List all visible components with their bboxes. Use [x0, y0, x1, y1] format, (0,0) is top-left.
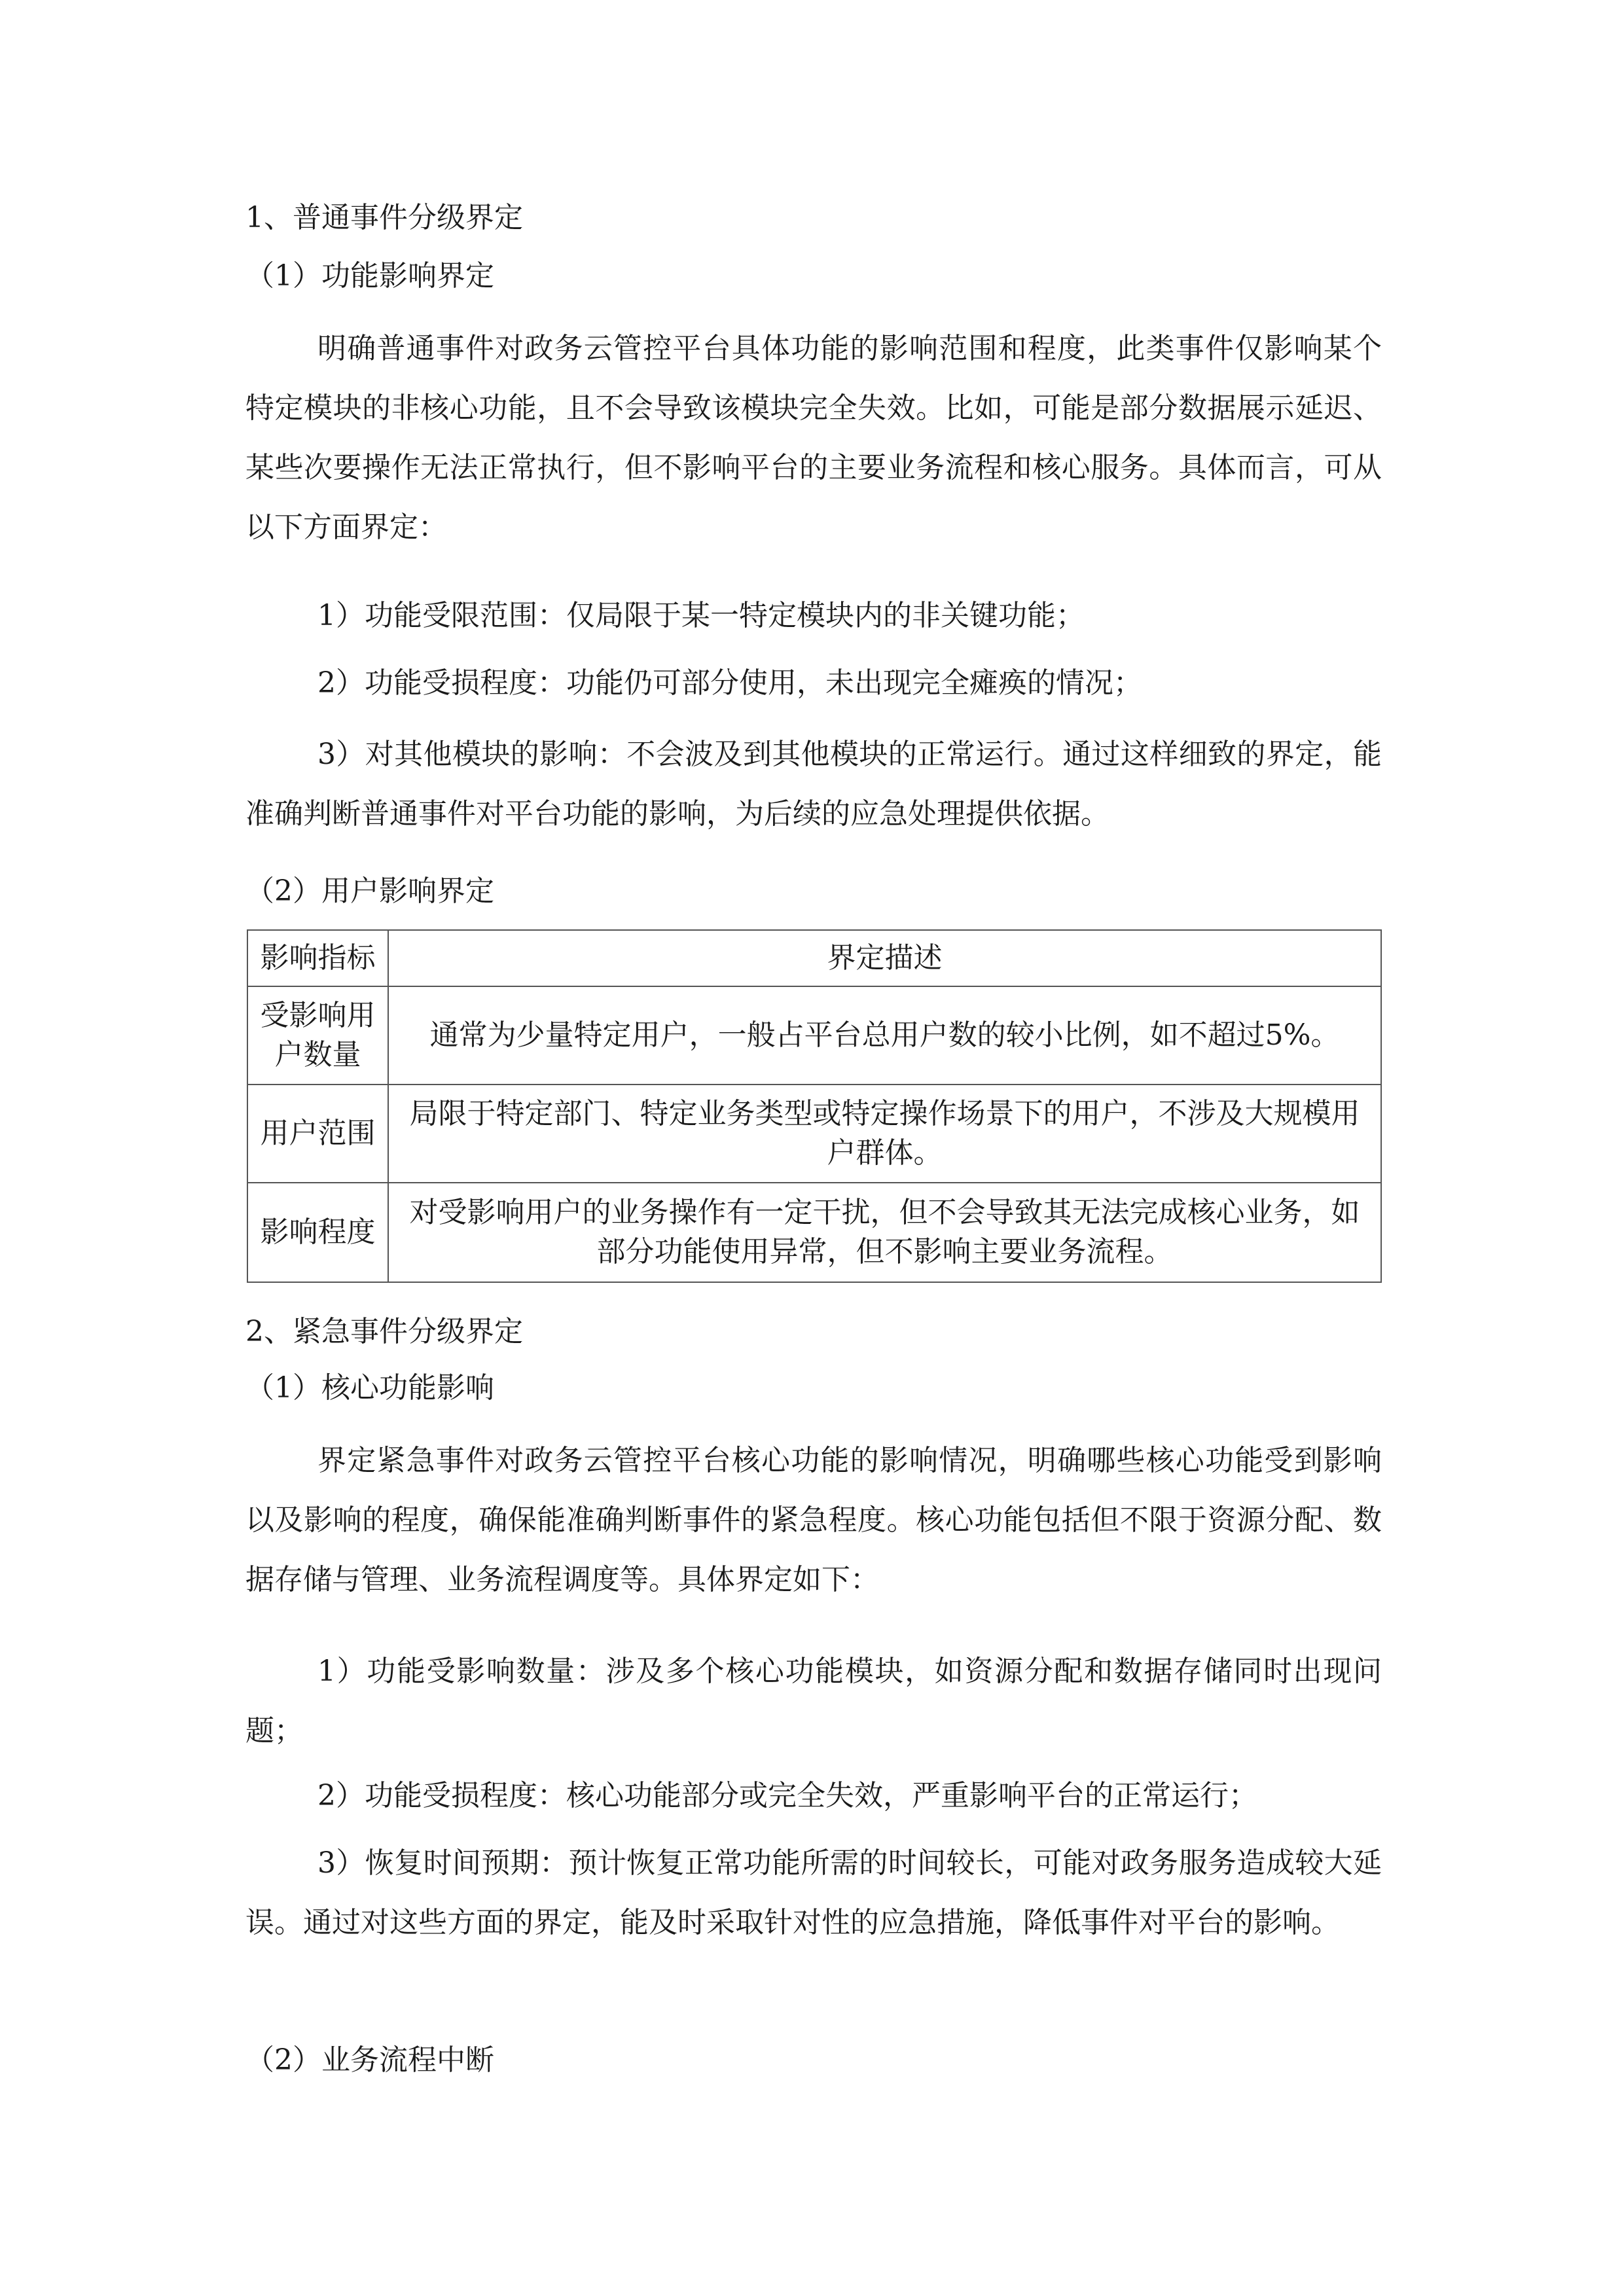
- section1-sub1-title: （1）功能影响界定: [245, 259, 494, 293]
- table-cell-indicator: 用户范围: [247, 1085, 388, 1183]
- section2-sub1-item1: 1）功能受影响数量：涉及多个核心功能模块，如资源分配和数据存储同时出现问题；: [245, 1655, 1382, 1748]
- table-header-description: 界定描述: [388, 930, 1381, 986]
- section1-sub1-item3: 3）对其他模块的影响：不会波及到其他模块的正常运行。通过这样细致的界定，能准确判断普通事件对平台功能的影响，为后续的应急处理提供依据。: [245, 738, 1382, 831]
- section2-title: 2、紧急事件分级界定: [245, 1315, 523, 1348]
- table-cell-description: 通常为少量特定用户，一般占平台总用户数的较小比例，如不超过5%。: [388, 986, 1381, 1085]
- table-header-indicator: 影响指标: [247, 930, 388, 986]
- section1-sub2-title: （2）用户影响界定: [245, 874, 494, 908]
- user-impact-table: [247, 929, 1382, 1283]
- table-cell-indicator: 影响程度: [247, 1183, 388, 1282]
- table-row: [247, 986, 1381, 1085]
- section1-sub1-intro: 明确普通事件对政务云管控平台具体功能的影响范围和程度，此类事件仅影响某个特定模块的非核心功能，且不会导致该模块完全失效。比如，可能是部分数据展示延迟、某些次要操作无法正常执行，但不影响平台的主要业务流程和核心服务。具体而言，可从以下方面界定：: [245, 332, 1382, 544]
- section2-sub1-item3: 3）恢复时间预期：预计恢复正常功能所需的时间较长，可能对政务服务造成较大延误。通过对这些方面的界定，能及时采取针对性的应急措施，降低事件对平台的影响。: [245, 1846, 1382, 1939]
- table-cell-indicator: 受影响用户数量: [247, 986, 388, 1085]
- table-header-row: [247, 930, 1381, 986]
- table-cell-description: 对受影响用户的业务操作有一定干扰，但不会导致其无法完成核心业务，如部分功能使用异常，但不影响主要业务流程。: [388, 1183, 1381, 1282]
- table-row: [247, 1183, 1381, 1282]
- section2-sub1-intro: 界定紧急事件对政务云管控平台核心功能的影响情况，明确哪些核心功能受到影响以及影响的程度，确保能准确判断事件的紧急程度。核心功能包括但不限于资源分配、数据存储与管理、业务流程调度等。具体界定如下：: [245, 1444, 1382, 1596]
- section1-sub1-item1: 1）功能受限范围：仅局限于某一特定模块内的非关键功能；: [317, 599, 1085, 632]
- section1-title: 1、普通事件分级界定: [245, 201, 523, 234]
- section2-sub1-item2: 2）功能受损程度：核心功能部分或完全失效，严重影响平台的正常运行；: [317, 1779, 1257, 1812]
- section1-sub1-item2: 2）功能受损程度：功能仍可部分使用，未出现完全瘫痪的情况；: [317, 666, 1142, 700]
- table-cell-description: 局限于特定部门、特定业务类型或特定操作场景下的用户，不涉及大规模用户群体。: [388, 1085, 1381, 1183]
- section2-sub2-title: （2）业务流程中断: [245, 2043, 494, 2077]
- section2-sub1-title: （1）核心功能影响: [245, 1371, 494, 1405]
- table-row: [247, 1085, 1381, 1183]
